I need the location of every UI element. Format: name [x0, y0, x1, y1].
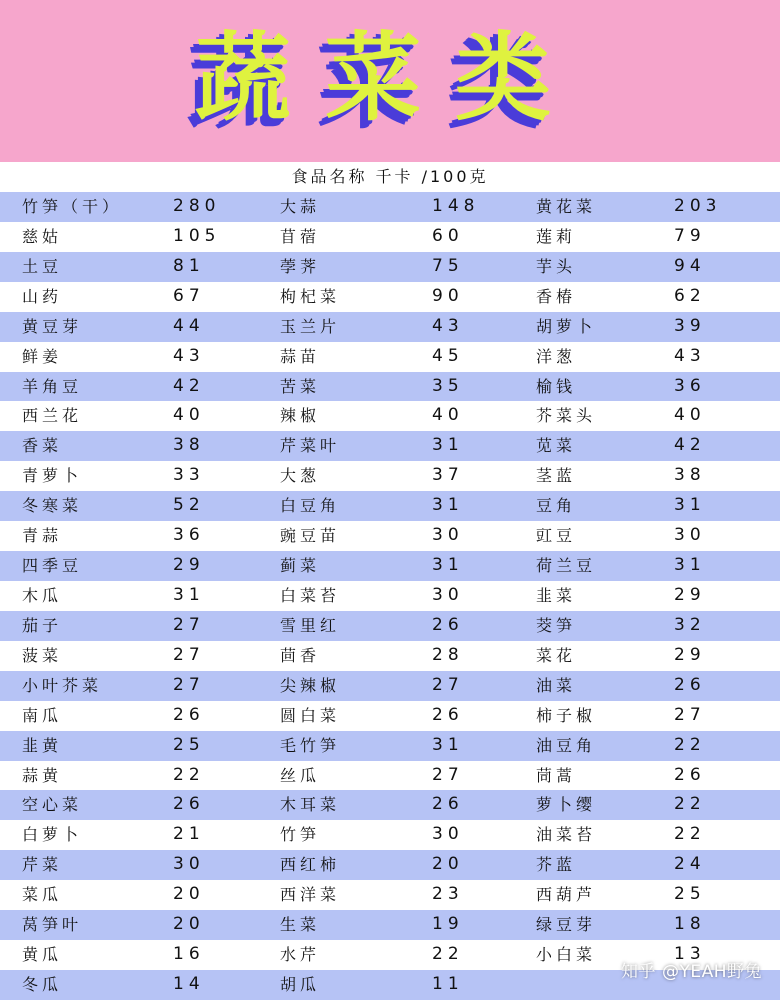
food-name: 茎蓝 [536, 466, 577, 486]
food-name: 芹菜叶 [280, 436, 341, 456]
table-row [0, 910, 780, 940]
table-row [0, 192, 780, 222]
food-name: 枸杞菜 [280, 286, 341, 306]
food-name: 辣椒 [280, 406, 321, 426]
food-name: 芋头 [536, 256, 577, 276]
food-name: 蒜黄 [22, 765, 63, 785]
calorie-value: 148 [432, 196, 480, 216]
calorie-value: 22 [173, 764, 205, 785]
calorie-value: 38 [173, 435, 205, 456]
food-name: 圆白菜 [280, 705, 341, 725]
calorie-value: 23 [432, 884, 464, 905]
table-row [0, 641, 780, 671]
food-name: 韭黄 [22, 735, 63, 755]
food-name: 茼蒿 [536, 765, 577, 785]
table-row [0, 820, 780, 850]
calorie-value: 21 [173, 824, 205, 845]
calorie-value: 26 [432, 794, 464, 815]
calorie-value: 27 [432, 764, 464, 785]
calorie-value: 26 [674, 764, 706, 785]
food-name: 鲜姜 [22, 346, 63, 366]
table-row [0, 581, 780, 611]
calorie-value: 11 [432, 973, 464, 994]
calorie-value: 29 [173, 555, 205, 576]
calorie-value: 22 [674, 794, 706, 815]
header-banner [0, 0, 780, 162]
food-name: 茴香 [280, 645, 321, 665]
table-row [0, 521, 780, 551]
calorie-value: 45 [432, 345, 464, 366]
calorie-value: 13 [674, 944, 706, 965]
calorie-value: 43 [674, 345, 706, 366]
calorie-value: 30 [432, 824, 464, 845]
food-name: 竹笋（干） [22, 197, 123, 216]
table-row [0, 342, 780, 372]
food-name: 西红柿 [280, 855, 341, 875]
calorie-value: 31 [173, 584, 205, 605]
food-name: 菜花 [536, 645, 577, 665]
calorie-value: 27 [432, 674, 464, 695]
food-name: 苦菜 [280, 376, 321, 396]
calorie-value: 40 [674, 405, 706, 426]
calorie-value: 25 [674, 884, 706, 905]
table-row [0, 731, 780, 761]
food-name: 榆钱 [536, 376, 577, 396]
table-row [0, 252, 780, 282]
calorie-value: 20 [173, 884, 205, 905]
table-row [0, 222, 780, 252]
calorie-value: 43 [173, 345, 205, 366]
table-row [0, 401, 780, 431]
food-name: 白菜苔 [280, 585, 341, 605]
calorie-value: 42 [674, 435, 706, 456]
food-name: 羊角豆 [22, 376, 83, 396]
food-name: 芹菜 [22, 855, 63, 875]
calorie-value: 26 [674, 674, 706, 695]
food-name: 毛竹笋 [280, 735, 341, 755]
food-name: 尖辣椒 [280, 675, 341, 695]
food-name: 苋菜 [536, 436, 577, 456]
calorie-value: 40 [432, 405, 464, 426]
calorie-table [0, 192, 780, 1000]
calorie-value: 31 [674, 555, 706, 576]
food-name: 生菜 [280, 915, 321, 935]
calorie-value: 60 [432, 225, 464, 246]
food-name: 白豆角 [280, 496, 341, 516]
calorie-value: 36 [173, 525, 205, 546]
table-row [0, 611, 780, 641]
calorie-value: 22 [674, 734, 706, 755]
food-name: 香菜 [22, 436, 63, 456]
food-name: 柿子椒 [536, 705, 597, 725]
calorie-value: 43 [432, 315, 464, 336]
calorie-value: 18 [674, 914, 706, 935]
calorie-value: 94 [674, 255, 706, 276]
calorie-value: 29 [674, 644, 706, 665]
food-name: 竹笋 [280, 825, 321, 845]
column-header: 食品名称 千卡 /100克 [291, 167, 489, 186]
food-name: 菠菜 [22, 645, 63, 665]
food-name: 茭笋 [536, 615, 577, 635]
calorie-value: 30 [432, 525, 464, 546]
table-row [0, 551, 780, 581]
calorie-value: 27 [173, 614, 205, 635]
table-row [0, 282, 780, 312]
calorie-value: 26 [432, 704, 464, 725]
calorie-value: 26 [173, 704, 205, 725]
calorie-value: 81 [173, 255, 205, 276]
food-name: 小白菜 [536, 945, 597, 965]
calorie-value: 52 [173, 495, 205, 516]
calorie-value: 26 [173, 794, 205, 815]
calorie-value: 31 [432, 435, 464, 456]
food-name: 冬瓜 [22, 974, 63, 994]
table-row [0, 491, 780, 521]
calorie-value: 14 [173, 973, 205, 994]
food-name: 香椿 [536, 286, 577, 306]
calorie-value: 22 [432, 944, 464, 965]
calorie-value: 280 [173, 196, 221, 216]
calorie-value: 75 [432, 255, 464, 276]
food-name: 大蒜 [280, 197, 321, 216]
table-row [0, 312, 780, 342]
food-name: 大葱 [280, 466, 321, 486]
food-name: 冬寒菜 [22, 496, 83, 516]
food-name: 苜蓿 [280, 226, 321, 246]
calorie-value: 32 [674, 614, 706, 635]
food-name: 西葫芦 [536, 885, 597, 905]
food-name: 菜瓜 [22, 885, 63, 905]
food-name: 绿豆芽 [536, 915, 597, 935]
food-name: 洋葱 [536, 346, 577, 366]
table-row [0, 880, 780, 910]
food-name: 西洋菜 [280, 885, 341, 905]
food-name: 水芹 [280, 945, 321, 965]
food-name: 南瓜 [22, 705, 63, 725]
food-name: 土豆 [22, 256, 63, 276]
calorie-value: 20 [432, 854, 464, 875]
calorie-value: 33 [173, 465, 205, 486]
calorie-value: 31 [432, 734, 464, 755]
calorie-value: 90 [432, 285, 464, 306]
food-name: 丝瓜 [280, 765, 321, 785]
food-name: 豇豆 [536, 526, 577, 546]
page-title: 蔬菜类 [195, 22, 585, 134]
calorie-value: 67 [173, 285, 205, 306]
calorie-value: 20 [173, 914, 205, 935]
calorie-value: 31 [432, 495, 464, 516]
food-name: 芥蓝 [536, 855, 577, 875]
food-name: 荷兰豆 [536, 556, 597, 576]
calorie-value: 29 [674, 584, 706, 605]
calorie-value: 30 [173, 854, 205, 875]
calorie-value: 30 [432, 584, 464, 605]
food-name: 雪里红 [280, 615, 341, 635]
food-name: 黄瓜 [22, 945, 63, 965]
calorie-value: 79 [674, 225, 706, 246]
food-name: 蓟菜 [280, 556, 321, 576]
calorie-value: 24 [674, 854, 706, 875]
calorie-value: 22 [674, 824, 706, 845]
calorie-value: 62 [674, 285, 706, 306]
food-name: 山药 [22, 286, 63, 306]
food-name: 小叶芥菜 [22, 675, 103, 695]
calorie-value: 28 [432, 644, 464, 665]
food-name: 胡瓜 [280, 974, 321, 994]
food-name: 莴笋叶 [22, 915, 83, 935]
food-name: 慈姑 [22, 226, 63, 246]
food-name: 白萝卜 [22, 825, 83, 845]
table-row [0, 761, 780, 791]
food-name: 油菜 [536, 675, 577, 695]
food-name: 油豆角 [536, 735, 597, 755]
calorie-value: 30 [674, 525, 706, 546]
food-name: 蒜苗 [280, 346, 321, 366]
calorie-value: 31 [674, 495, 706, 516]
food-name: 芥菜头 [536, 406, 597, 426]
calorie-value: 105 [173, 225, 221, 246]
food-name: 黄豆芽 [22, 316, 83, 336]
watermark: 知乎 @YEAH野兔 [621, 962, 762, 982]
calorie-value: 27 [173, 674, 205, 695]
food-name: 胡萝卜 [536, 316, 597, 336]
food-name: 油菜苔 [536, 825, 597, 845]
food-name: 空心菜 [22, 795, 83, 815]
food-name: 豌豆苗 [280, 526, 341, 546]
calorie-value: 38 [674, 465, 706, 486]
table-row [0, 671, 780, 701]
calorie-value: 44 [173, 315, 205, 336]
food-name: 荸荠 [280, 256, 321, 276]
table-row [0, 701, 780, 731]
food-name: 木瓜 [22, 585, 63, 605]
calorie-value: 203 [674, 196, 722, 216]
calorie-value: 35 [432, 375, 464, 396]
table-row [0, 790, 780, 820]
food-name: 玉兰片 [280, 316, 341, 336]
table-row [0, 461, 780, 491]
food-name: 豆角 [536, 496, 577, 516]
food-name: 青萝卜 [22, 466, 83, 486]
food-name: 四季豆 [22, 556, 83, 576]
food-name: 木耳菜 [280, 795, 341, 815]
table-row [0, 850, 780, 880]
food-name: 青蒜 [22, 526, 63, 546]
calorie-value: 39 [674, 315, 706, 336]
calorie-value: 16 [173, 944, 205, 965]
food-name: 茄子 [22, 615, 63, 635]
calorie-value: 25 [173, 734, 205, 755]
calorie-value: 36 [674, 375, 706, 396]
food-name: 西兰花 [22, 406, 83, 426]
calorie-value: 19 [432, 914, 464, 935]
calorie-value: 40 [173, 405, 205, 426]
table-row [0, 431, 780, 461]
food-name: 韭菜 [536, 585, 577, 605]
calorie-value: 27 [674, 704, 706, 725]
calorie-value: 26 [432, 614, 464, 635]
table-row [0, 372, 780, 402]
calorie-value: 37 [432, 465, 464, 486]
food-name: 莲莉 [536, 226, 577, 246]
calorie-value: 42 [173, 375, 205, 396]
calorie-value: 27 [173, 644, 205, 665]
calorie-value: 31 [432, 555, 464, 576]
food-name: 黄花菜 [536, 197, 597, 216]
food-name: 萝卜缨 [536, 795, 597, 815]
